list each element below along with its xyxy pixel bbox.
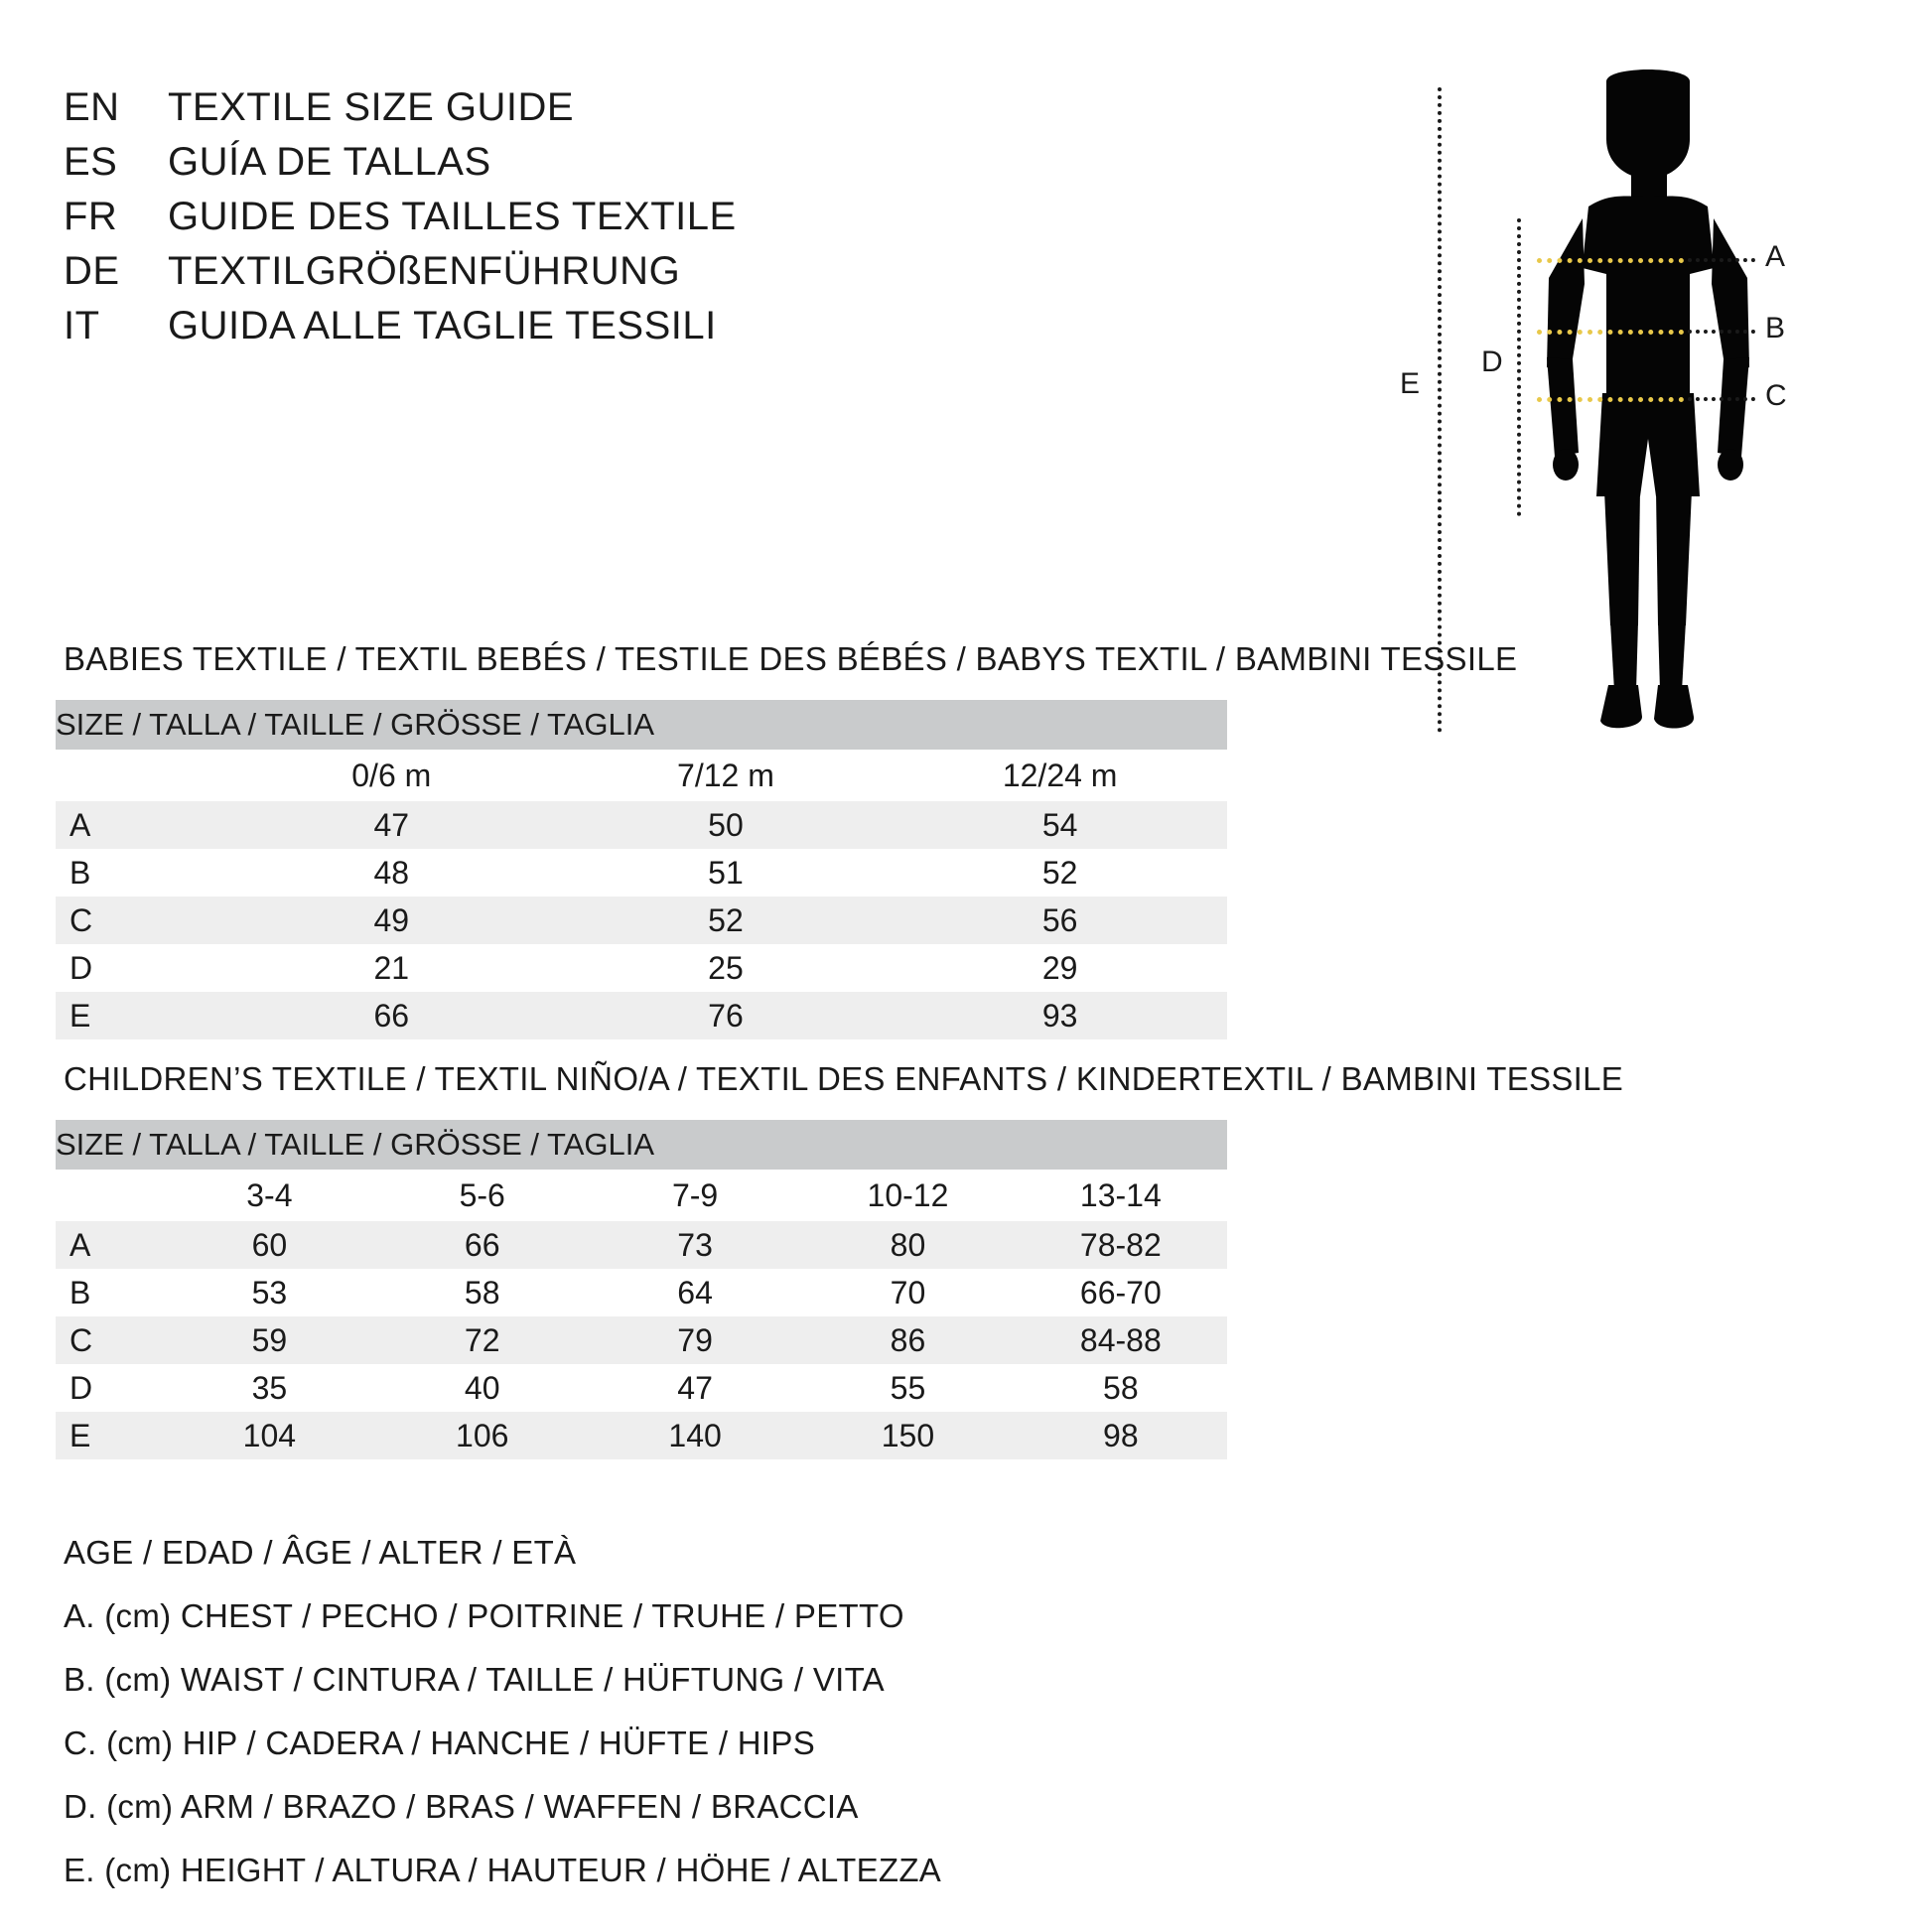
language-code-fr: FR [64, 195, 118, 238]
children-column-3: 10-12 [801, 1170, 1014, 1221]
chest-leader-line-a [1688, 258, 1755, 262]
legend-line-height: E. (cm) HEIGHT / ALTURA / HAUTEUR / HÖHE / ALTEZZA [64, 1852, 942, 1888]
babies-cell-c-2: 56 [893, 897, 1227, 944]
language-title-en: TEXTILE SIZE GUIDE [168, 85, 575, 129]
babies-cell-e-0: 66 [224, 992, 559, 1039]
children-row-label-e: E [56, 1412, 163, 1459]
babies-cell-d-0: 21 [224, 944, 559, 992]
babies-cell-d-1: 25 [559, 944, 894, 992]
children-cell-d-0: 35 [163, 1364, 375, 1412]
babies-cell-b-2: 52 [893, 849, 1227, 897]
children-row-label-a: A [56, 1221, 163, 1269]
babies-cell-d-2: 29 [893, 944, 1227, 992]
table-row [56, 944, 1227, 992]
language-row-it [64, 304, 1156, 348]
children-cell-c-0: 59 [163, 1316, 375, 1364]
language-title-list [64, 85, 1156, 358]
babies-size-table [56, 700, 1227, 1039]
children-cell-d-3: 55 [801, 1364, 1014, 1412]
legend-line-hip: C. (cm) HIP / CADERA / HANCHE / HÜFTE / HIPS [64, 1725, 816, 1761]
figure-label-d: D [1481, 345, 1503, 378]
children-cell-b-1: 58 [376, 1269, 589, 1316]
legend-line-age: AGE / EDAD / ÂGE / ALTER / ETÀ [64, 1534, 577, 1571]
babies-cell-a-1: 50 [559, 801, 894, 849]
language-title-de: TEXTILGRÖßENFÜHRUNG [168, 249, 681, 293]
children-cell-c-1: 72 [376, 1316, 589, 1364]
language-row-es [64, 140, 1156, 185]
children-table-header-label: SIZE / TALLA / TAILLE / GRÖSSE / TAGLIA [56, 1120, 1227, 1170]
children-cell-a-3: 80 [801, 1221, 1014, 1269]
children-cell-e-1: 106 [376, 1412, 589, 1459]
children-cell-a-4: 78-82 [1015, 1221, 1227, 1269]
babies-column-header-row [56, 750, 1227, 801]
table-row [56, 1412, 1227, 1459]
measurement-legend [64, 1534, 1354, 1915]
babies-cell-c-1: 52 [559, 897, 894, 944]
children-column-0: 3-4 [163, 1170, 375, 1221]
figure-label-c: C [1765, 379, 1787, 412]
children-cell-a-2: 73 [589, 1221, 801, 1269]
children-cell-a-0: 60 [163, 1221, 375, 1269]
babies-cell-e-1: 76 [559, 992, 894, 1039]
table-row [56, 801, 1227, 849]
children-column-4: 13-14 [1015, 1170, 1227, 1221]
babies-cell-a-0: 47 [224, 801, 559, 849]
figure-label-a: A [1765, 240, 1786, 273]
child-silhouette-icon [1519, 69, 1777, 745]
children-cell-b-3: 70 [801, 1269, 1014, 1316]
waist-measure-line-b [1537, 330, 1684, 335]
babies-column-1: 7/12 m [559, 750, 894, 801]
table-row [56, 897, 1227, 944]
children-column-1: 5-6 [376, 1170, 589, 1221]
babies-row-label-c: C [56, 897, 224, 944]
children-cell-d-4: 58 [1015, 1364, 1227, 1412]
babies-cell-b-0: 48 [224, 849, 559, 897]
children-cell-c-2: 79 [589, 1316, 801, 1364]
children-cell-e-0: 104 [163, 1412, 375, 1459]
language-row-de [64, 249, 1156, 294]
babies-table-header-label: SIZE / TALLA / TAILLE / GRÖSSE / TAGLIA [56, 700, 1227, 750]
children-cell-c-4: 84-88 [1015, 1316, 1227, 1364]
table-row [56, 1316, 1227, 1364]
babies-row-label-b: B [56, 849, 224, 897]
children-cell-d-2: 47 [589, 1364, 801, 1412]
language-code-it: IT [64, 304, 100, 347]
table-row [56, 849, 1227, 897]
legend-line-arm: D. (cm) ARM / BRAZO / BRAS / WAFFEN / BRACCIA [64, 1788, 859, 1825]
children-row-label-c: C [56, 1316, 163, 1364]
language-row-en [64, 85, 1156, 130]
table-row [56, 992, 1227, 1039]
children-cell-e-4: 98 [1015, 1412, 1227, 1459]
language-code-es: ES [64, 140, 118, 184]
table-row [56, 1221, 1227, 1269]
babies-table-header-band [56, 700, 1227, 750]
children-table-header-band [56, 1120, 1227, 1170]
babies-row-label-a: A [56, 801, 224, 849]
babies-section-caption: BABIES TEXTILE / TEXTIL BEBÉS / TESTILE DES BÉBÉS / BABYS TEXTIL / BAMBINI TESSILE [64, 640, 1518, 677]
children-cell-b-4: 66-70 [1015, 1269, 1227, 1316]
babies-cell-e-2: 93 [893, 992, 1227, 1039]
waist-leader-line-b [1688, 330, 1755, 334]
language-code-de: DE [64, 249, 120, 293]
language-title-it: GUIDA ALLE TAGLIE TESSILI [168, 304, 717, 347]
height-guide-line-e [1438, 87, 1442, 733]
babies-cell-a-2: 54 [893, 801, 1227, 849]
babies-column-2: 12/24 m [893, 750, 1227, 801]
children-cell-c-3: 86 [801, 1316, 1014, 1364]
figure-label-e: E [1400, 367, 1421, 400]
babies-cell-b-1: 51 [559, 849, 894, 897]
children-column-header-row [56, 1170, 1227, 1221]
babies-row-label-e: E [56, 992, 224, 1039]
legend-line-waist: B. (cm) WAIST / CINTURA / TAILLE / HÜFTUNG / VITA [64, 1661, 885, 1698]
babies-cell-c-0: 49 [224, 897, 559, 944]
children-row-label-b: B [56, 1269, 163, 1316]
table-row [56, 1364, 1227, 1412]
babies-corner-cell [56, 750, 224, 801]
language-title-fr: GUIDE DES TAILLES TEXTILE [168, 195, 737, 238]
language-code-en: EN [64, 85, 120, 129]
children-cell-b-0: 53 [163, 1269, 375, 1316]
babies-column-0: 0/6 m [224, 750, 559, 801]
hip-leader-line-c [1688, 397, 1755, 401]
language-row-fr [64, 195, 1156, 239]
hip-measure-line-c [1537, 397, 1684, 402]
children-cell-e-3: 150 [801, 1412, 1014, 1459]
children-cell-a-1: 66 [376, 1221, 589, 1269]
children-size-table [56, 1120, 1227, 1459]
table-row [56, 1269, 1227, 1316]
children-cell-e-2: 140 [589, 1412, 801, 1459]
chest-measure-line-a [1537, 258, 1684, 263]
children-row-label-d: D [56, 1364, 163, 1412]
children-section-caption: CHILDREN’S TEXTILE / TEXTIL NIÑO/A / TEXTIL DES ENFANTS / KINDERTEXTIL / BAMBINI TESSILE [64, 1060, 1624, 1097]
babies-row-label-d: D [56, 944, 224, 992]
children-column-2: 7-9 [589, 1170, 801, 1221]
language-title-es: GUÍA DE TALLAS [168, 140, 491, 184]
legend-line-chest: A. (cm) CHEST / PECHO / POITRINE / TRUHE / PETTO [64, 1597, 904, 1634]
children-cell-b-2: 64 [589, 1269, 801, 1316]
children-corner-cell [56, 1170, 163, 1221]
figure-label-b: B [1765, 312, 1786, 345]
children-cell-d-1: 40 [376, 1364, 589, 1412]
